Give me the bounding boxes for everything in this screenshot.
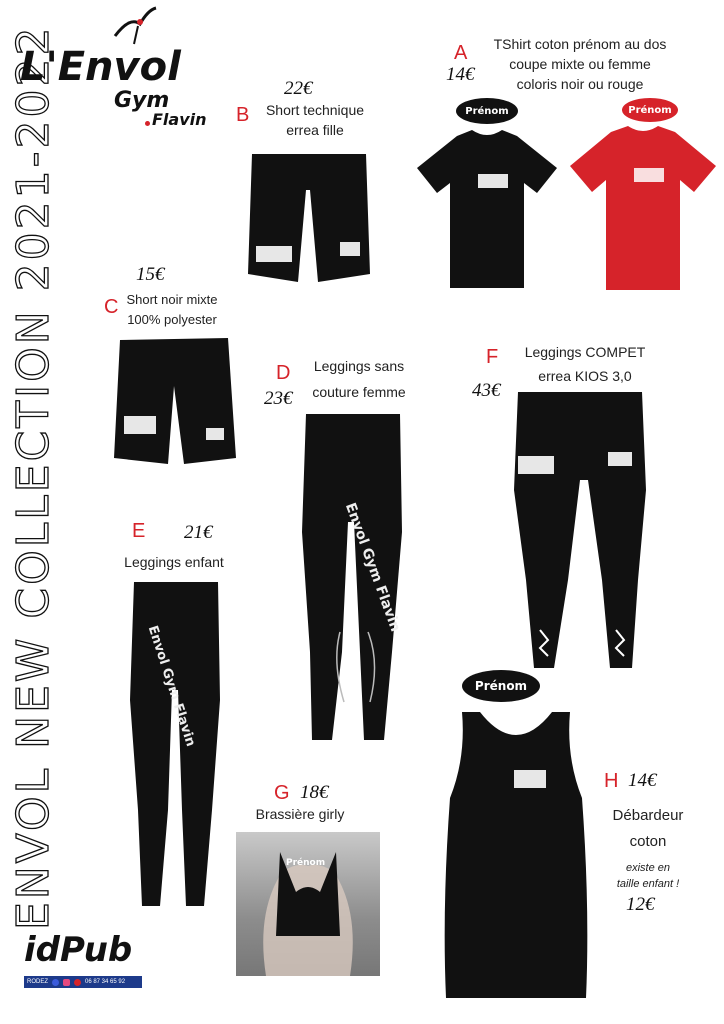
- product-h-name-tag: Prénom: [462, 670, 540, 702]
- product-e-desc1: Leggings enfant: [124, 554, 224, 570]
- sponsor-city: RODEZ: [27, 979, 48, 985]
- product-c-letter: C: [104, 296, 119, 318]
- sponsor-contact-bar: [24, 976, 142, 988]
- product-f-desc1: Leggings COMPET: [524, 344, 646, 360]
- brassiere-g-image: [236, 832, 380, 976]
- sponsor-phone: 06 87 34 65 92: [85, 979, 126, 985]
- leggings-e-print: Envol Gym Flavin: [144, 623, 198, 749]
- tshirt-black-image: [412, 128, 562, 290]
- tshirt-red-image: [566, 124, 720, 292]
- product-h-price-child: 12€: [626, 894, 655, 915]
- brassiere-g-tag: Prénom: [286, 858, 326, 868]
- sponsor-name: idPub: [24, 930, 133, 970]
- product-d-price: 23€: [264, 388, 293, 409]
- product-a-name-tag-black: Prénom: [456, 98, 518, 124]
- phone-icon: [74, 979, 81, 986]
- product-e-price: 21€: [184, 522, 213, 543]
- leggings-e-image: [126, 580, 226, 910]
- short-b-image: [244, 150, 374, 284]
- product-d-letter: D: [276, 362, 291, 384]
- collection-title: ENVOL NEW COLLECTION 2021-2022: [8, 24, 59, 930]
- product-e-letter: E: [132, 520, 146, 542]
- sponsor-logo: [24, 930, 144, 992]
- logo-line2: Gym: [114, 88, 170, 113]
- product-h-letter: H: [604, 770, 619, 792]
- product-b-letter: B: [236, 104, 250, 126]
- logo-dot: [145, 121, 150, 126]
- product-f-desc2: errea KIOS 3,0: [538, 368, 632, 384]
- product-g-letter: G: [274, 782, 290, 804]
- product-a-price: 14€: [446, 64, 475, 85]
- product-f-price: 43€: [472, 380, 501, 401]
- product-h-note2: taille enfant !: [616, 878, 680, 890]
- leggings-f-image: [512, 390, 652, 672]
- product-b-desc1: Short technique: [265, 102, 365, 118]
- product-a-name-tag-red: Prénom: [622, 98, 678, 122]
- product-b-desc2: errea fille: [286, 122, 344, 138]
- product-a-desc3: coloris noir ou rouge: [516, 76, 644, 92]
- product-c-desc1: Short noir mixte: [126, 292, 218, 307]
- leggings-d-print: Envol Gym Flavin: [341, 500, 404, 634]
- logo-line1: L'Envol: [20, 44, 181, 90]
- instagram-icon: [63, 979, 70, 986]
- product-c-desc2: 100% polyester: [127, 312, 217, 327]
- product-b-price: 22€: [284, 78, 313, 99]
- tank-top-h-image: [440, 708, 592, 1000]
- facebook-icon: [52, 979, 59, 986]
- product-d-desc2: couture femme: [312, 384, 406, 400]
- product-g-desc1: Brassière girly: [255, 806, 345, 822]
- gymnast-icon: [110, 6, 160, 46]
- product-c-price: 15€: [136, 264, 165, 285]
- product-h-note1: existe en: [625, 862, 671, 874]
- product-f-letter: F: [486, 346, 499, 368]
- logo-line3: Flavin: [152, 110, 207, 129]
- brassiere-g-photo: [236, 832, 380, 976]
- product-a-desc1: TShirt coton prénom au dos: [493, 36, 667, 52]
- short-c-image: [110, 336, 238, 466]
- product-g-price: 18€: [300, 782, 329, 803]
- product-h-desc2: coton: [629, 833, 667, 850]
- product-h-price: 14€: [628, 770, 657, 791]
- product-a-letter: A: [454, 42, 468, 64]
- product-a-desc2: coupe mixte ou femme: [509, 56, 651, 72]
- product-h-desc1: Débardeur: [612, 807, 684, 824]
- leggings-d-image: [298, 412, 408, 744]
- product-d-desc1: Leggings sans: [313, 358, 405, 374]
